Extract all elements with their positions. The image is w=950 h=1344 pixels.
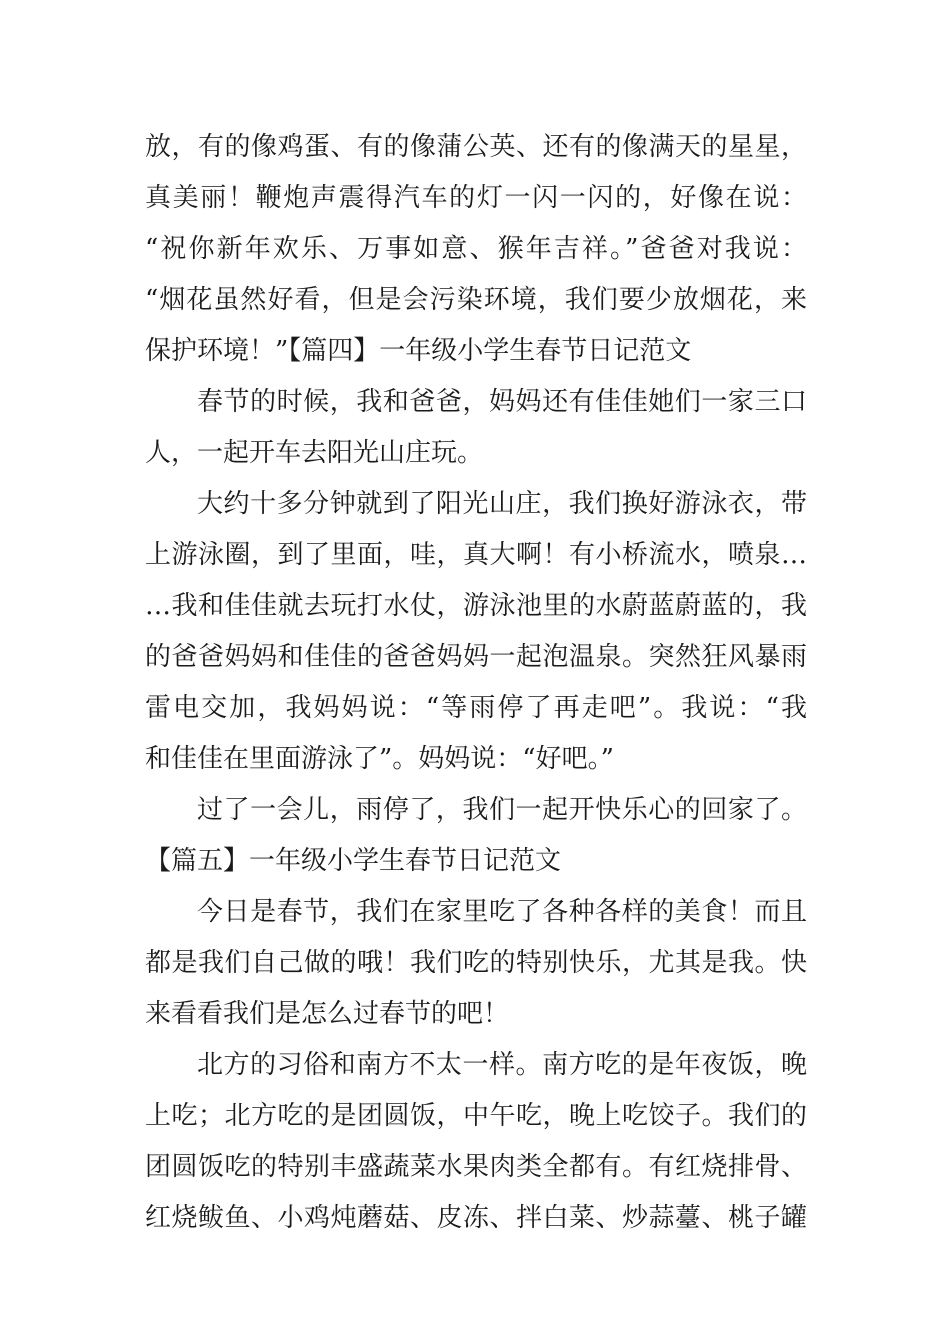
diary-text-body xyxy=(145,122,807,1244)
text-line: 团圆饭吃的特别丰盛蔬菜水果肉类全都有。有红烧排骨、 xyxy=(145,1152,807,1182)
text-line: “烟花虽然好看，但是会污染环境，我们要少放烟花，来 xyxy=(145,285,807,315)
text-line: 放，有的像鸡蛋、有的像蒲公英、还有的像满天的星星， xyxy=(145,132,807,162)
text-line: 来看看我们是怎么过春节的吧！ xyxy=(145,999,510,1029)
text-line: 大约十多分钟就到了阳光山庄，我们换好游泳衣，带 xyxy=(197,489,807,519)
text-line: 【篇五】一年级小学生春节日记范文 xyxy=(145,846,562,876)
text-line: 都是我们自己做的哦！我们吃的特别快乐，尤其是我。快 xyxy=(145,948,807,978)
text-line: 上吃；北方吃的是团圆饭，中午吃，晚上吃饺子。我们的 xyxy=(145,1101,807,1131)
text-line: 和佳佳在里面游泳了”。妈妈说：“好吧。” xyxy=(145,744,614,774)
text-line: 北方的习俗和南方不太一样。南方吃的是年夜饭，晚 xyxy=(197,1050,807,1080)
text-line: 红烧鲅鱼、小鸡炖蘑菇、皮冻、拌白菜、炒蒜薹、桃子罐 xyxy=(145,1203,807,1233)
text-line: 过了一会儿，雨停了，我们一起开快乐心的回家了。 xyxy=(197,795,807,825)
text-line: 保护环境！”【篇四】一年级小学生春节日记范文 xyxy=(145,336,692,366)
text-line: …我和佳佳就去玩打水仗，游泳池里的水蔚蓝蔚蓝的，我 xyxy=(145,591,807,621)
text-line: 人，一起开车去阳光山庄玩。 xyxy=(145,438,484,468)
text-line: 真美丽！鞭炮声震得汽车的灯一闪一闪的，好像在说： xyxy=(145,183,807,213)
text-line: 春节的时候，我和爸爸，妈妈还有佳佳她们一家三口 xyxy=(197,387,807,417)
text-line: 上游泳圈，到了里面，哇，真大啊！有小桥流水，喷泉… xyxy=(145,540,807,570)
text-line: 今日是春节，我们在家里吃了各种各样的美食！而且 xyxy=(197,897,807,927)
text-line: “祝你新年欢乐、万事如意、猴年吉祥。”爸爸对我说： xyxy=(145,234,807,264)
text-line: 雷电交加，我妈妈说：“等雨停了再走吧”。我说：“我 xyxy=(145,693,807,723)
text-line: 的爸爸妈妈和佳佳的爸爸妈妈一起泡温泉。突然狂风暴雨 xyxy=(145,642,807,672)
